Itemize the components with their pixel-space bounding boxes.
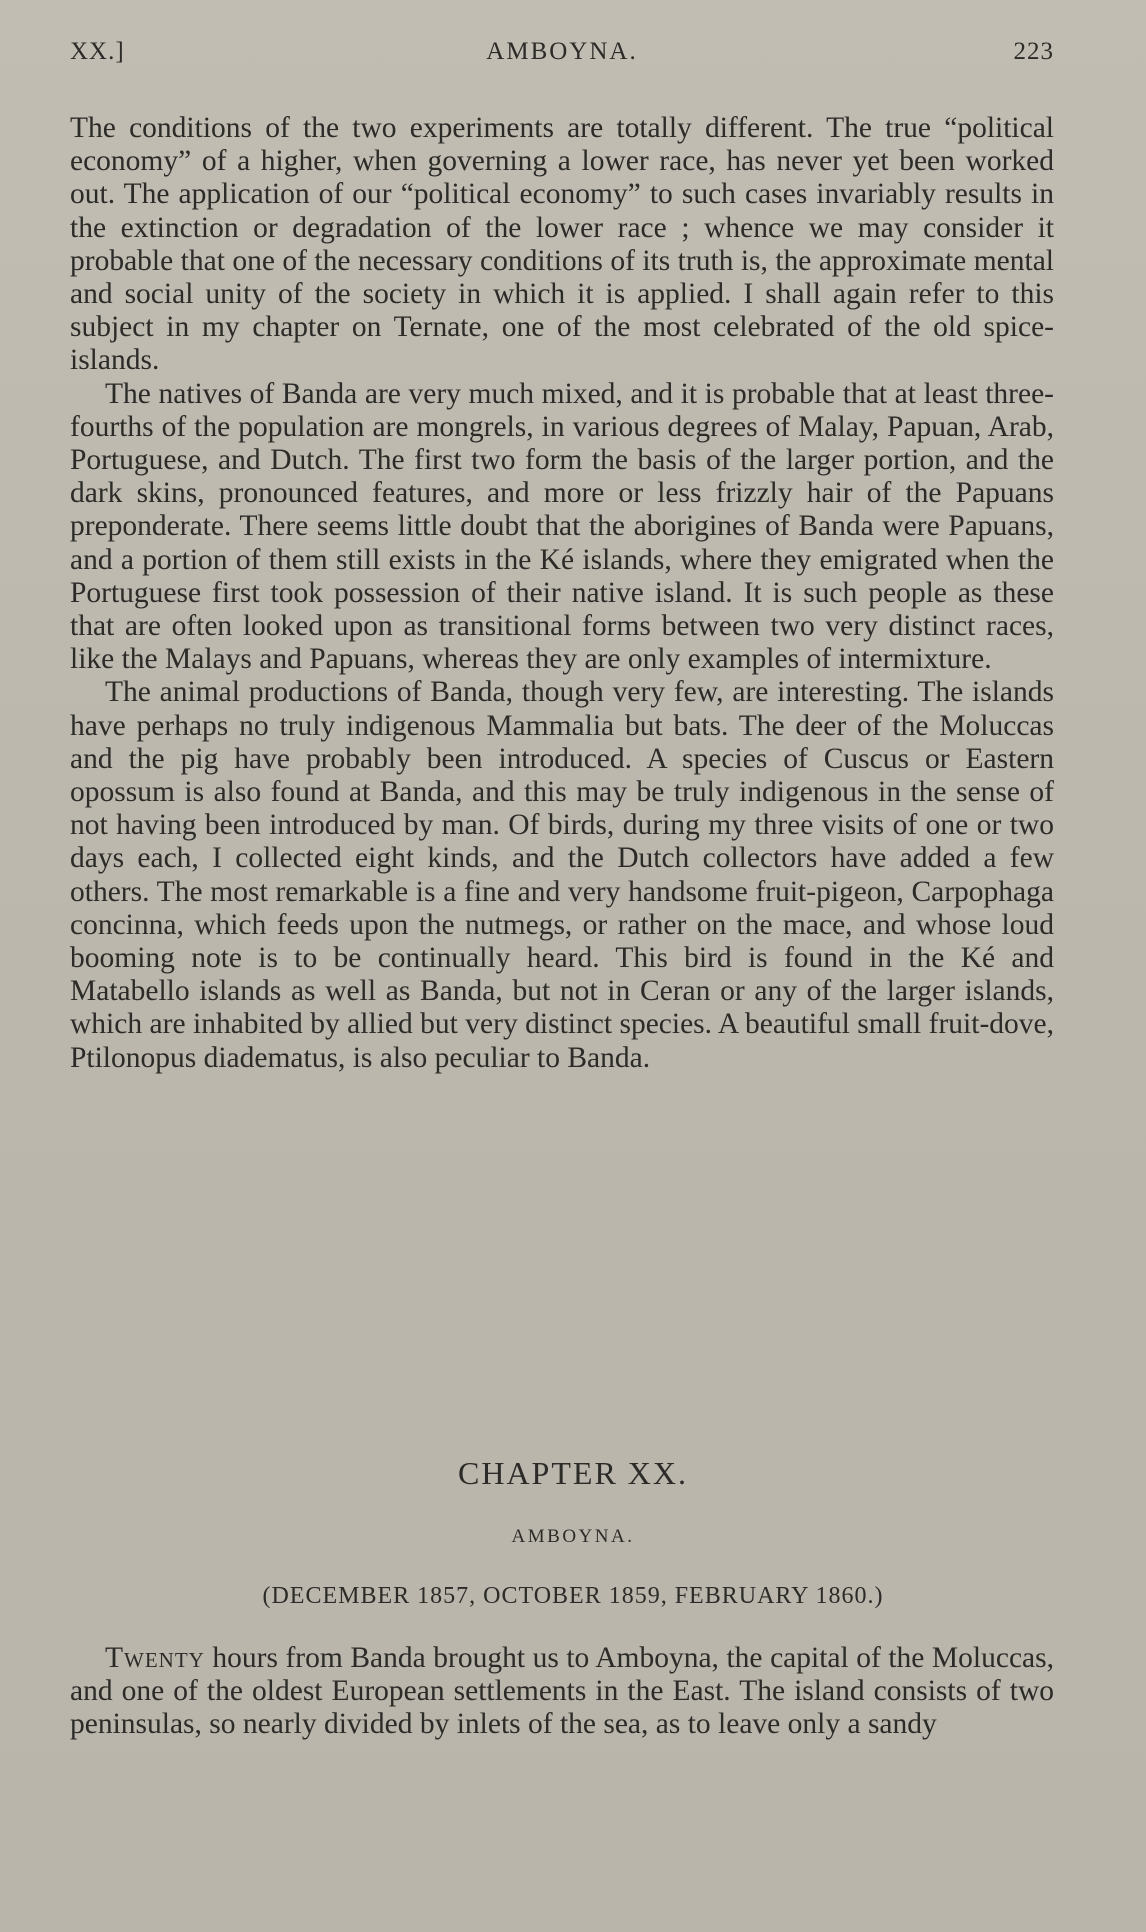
main-text — [70, 112, 1054, 1075]
paragraph-natives-of-banda: The natives of Banda are very much mixed, and it is probable that at least three-fourths of the population are mongrels, in various degrees of Malay, Papuan, Arab, Portuguese, and Dutch. The first two form the basis of the larger portion, and the dark skins, pronounced features, and more or less frizzly hair of the Papuans preponderate. There seems little doubt that the aborigines of Banda were Papuans, and a portion of them still exists in the Ké islands, where they emigrated when the Portuguese first took possession of their native island. It is such people as these that are often looked upon as transitional forms between two very distinct races, like the Malays and Papuans, whereas they are only examples of intermixture. — [70, 377, 1054, 676]
opening-word: Twenty — [105, 1642, 205, 1674]
chapter-number-header: XX.] — [70, 38, 125, 65]
paragraph-political-economy: The conditions of the two experiments are totally different. The true “political economy” of a higher, when governing a lower race, has never yet been worked out. The application of our “political economy” to such cases invariably results in the extinction or degradation of the lower race ; whence we may consider it probable that one of the necessary conditions of its truth is, the approximate mental and social unity of the society in which it is applied. I shall again refer to this subject in my chapter on Ternate, one of the most celebrated of the old spice-islands. — [70, 112, 1054, 377]
running-title: AMBOYNA. — [486, 38, 638, 65]
page-number: 223 — [1013, 38, 1054, 65]
opening-sentence: hours from Banda brought us to Amboyna, the capital of the Moluccas, and one of the oldest European settlements in the East. The island consists of two peninsulas, so nearly divided by inlets of the sea, as to leave only a sandy — [70, 1642, 1054, 1741]
chapter-dates: (DECEMBER 1857, OCTOBER 1859, FEBRUARY 1860.) — [262, 1583, 884, 1609]
paragraph-animal-productions: The animal productions of Banda, though very few, are interesting. The islands have perhaps no truly indigenous Mammalia but bats. The deer of the Moluccas and the pig have probably been introduced. A species of Cuscus or Eastern opossum is also found at Banda, and this may be truly indigenous in the sense of not having been introduced by man. Of birds, during my three visits of one or two days each, I collected eight kinds, and the Dutch collectors have added a few others. The most remarkable is a fine and very handsome fruit-pigeon, Carpophaga concinna, which feeds upon the nutmegs, or rather on the mace, and whose loud booming note is to be continually heard. This bird is found in the Ké and Matabello islands as well as Banda, but not in Ceran or any of the larger islands, which are inhabited by allied but very distinct species. A beautiful small fruit-dove, Ptilonopus diadematus, is also peculiar to Banda. — [70, 676, 1054, 1074]
chapter-subtitle: AMBOYNA. — [511, 1526, 635, 1547]
chapter-opening-paragraph — [70, 1642, 1054, 1742]
running-head — [70, 38, 1054, 72]
chapter-heading: CHAPTER XX. — [457, 1455, 688, 1491]
chapter-opening-text — [70, 1642, 1054, 1742]
